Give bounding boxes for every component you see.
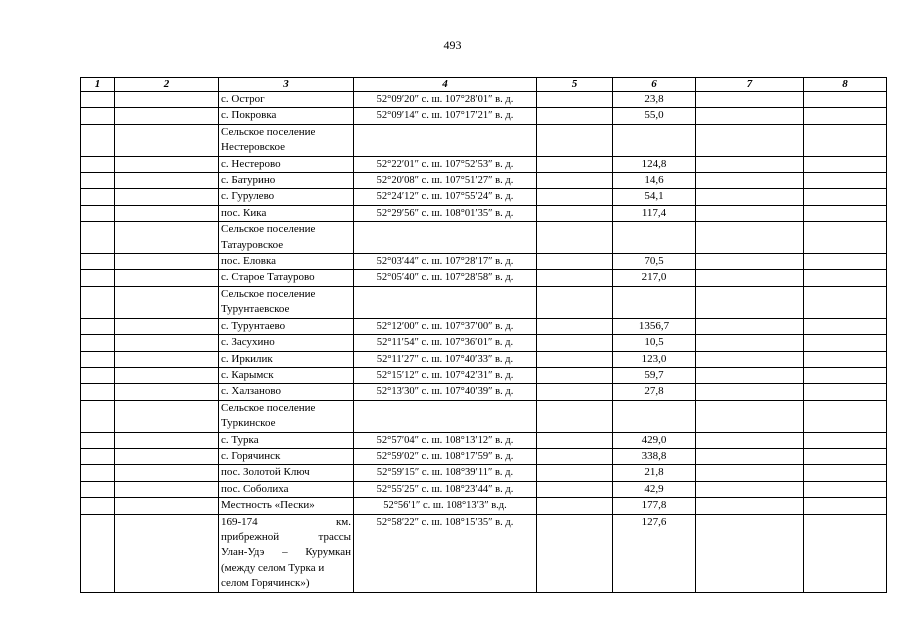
coordinates: 52°05′40″ с. ш. 107°28′58″ в. д. bbox=[354, 270, 537, 286]
cell-col2 bbox=[115, 384, 219, 400]
coordinates: 52°20′08″ с. ш. 107°51′27″ в. д. bbox=[354, 173, 537, 189]
cell-col7 bbox=[696, 432, 804, 448]
settlement-name: с. Иркилик bbox=[219, 351, 354, 367]
value: 429,0 bbox=[613, 432, 696, 448]
coordinates: 52°03′44″ с. ш. 107°28′17″ в. д. bbox=[354, 254, 537, 270]
cell-col1 bbox=[81, 498, 115, 514]
settlement-name: пос. Золотой Ключ bbox=[219, 465, 354, 481]
cell-col2 bbox=[115, 156, 219, 172]
cell-col7 bbox=[696, 335, 804, 351]
table-row bbox=[81, 514, 887, 592]
settlement-name-line: Сельское поселение bbox=[221, 287, 316, 300]
cell-col2 bbox=[115, 514, 219, 592]
cell-col1 bbox=[81, 318, 115, 334]
cell-col5 bbox=[537, 254, 613, 270]
cell-col2 bbox=[115, 286, 219, 318]
settlement-name-line: прибрежной трассы bbox=[221, 530, 351, 543]
header-row bbox=[81, 78, 887, 92]
coordinates bbox=[354, 222, 537, 254]
coordinates: 52°13′30″ с. ш. 107°40′39″ в. д. bbox=[354, 384, 537, 400]
table-row bbox=[81, 286, 887, 318]
table-row bbox=[81, 108, 887, 124]
cell-col2 bbox=[115, 173, 219, 189]
table-row bbox=[81, 432, 887, 448]
cell-col7 bbox=[696, 222, 804, 254]
cell-col1 bbox=[81, 286, 115, 318]
value bbox=[613, 124, 696, 156]
column-header-7: 7 bbox=[696, 78, 804, 92]
coordinates: 52°59′02″ с. ш. 108°17′59″ в. д. bbox=[354, 448, 537, 464]
cell-col1 bbox=[81, 270, 115, 286]
cell-col8 bbox=[804, 448, 887, 464]
cell-col5 bbox=[537, 189, 613, 205]
cell-col2 bbox=[115, 351, 219, 367]
table-row bbox=[81, 351, 887, 367]
cell-col8 bbox=[804, 173, 887, 189]
cell-col5 bbox=[537, 400, 613, 432]
cell-col2 bbox=[115, 270, 219, 286]
cell-col1 bbox=[81, 448, 115, 464]
cell-col1 bbox=[81, 222, 115, 254]
settlement-name bbox=[219, 514, 354, 592]
cell-col2 bbox=[115, 432, 219, 448]
cell-col5 bbox=[537, 124, 613, 156]
settlement-name: пос. Соболиха bbox=[219, 481, 354, 497]
value: 55,0 bbox=[613, 108, 696, 124]
cell-col8 bbox=[804, 189, 887, 205]
cell-col5 bbox=[537, 448, 613, 464]
cell-col7 bbox=[696, 92, 804, 108]
table-row bbox=[81, 156, 887, 172]
cell-col1 bbox=[81, 156, 115, 172]
column-header-2: 2 bbox=[115, 78, 219, 92]
value: 54,1 bbox=[613, 189, 696, 205]
cell-col5 bbox=[537, 351, 613, 367]
settlement-name-line: Нестеровское bbox=[221, 141, 285, 154]
settlement-name: с. Покровка bbox=[219, 108, 354, 124]
settlement-name: с. Карымск bbox=[219, 367, 354, 383]
cell-col2 bbox=[115, 124, 219, 156]
cell-col1 bbox=[81, 367, 115, 383]
coordinates: 52°22′01″ с. ш. 107°52′53″ в. д. bbox=[354, 156, 537, 172]
table-row bbox=[81, 205, 887, 221]
cell-col5 bbox=[537, 92, 613, 108]
value: 1356,7 bbox=[613, 318, 696, 334]
cell-col2 bbox=[115, 448, 219, 464]
settlement-name: с. Горячинск bbox=[219, 448, 354, 464]
column-header-5: 5 bbox=[537, 78, 613, 92]
value: 123,0 bbox=[613, 351, 696, 367]
settlement-name-line: Туркинское bbox=[221, 417, 276, 430]
page-number: 493 bbox=[443, 38, 462, 52]
settlement-name bbox=[219, 286, 354, 318]
coordinates: 52°55′25″ с. ш. 108°23′44″ в. д. bbox=[354, 481, 537, 497]
settlement-name-line: Сельское поселение bbox=[221, 223, 316, 236]
settlement-name: пос. Еловка bbox=[219, 254, 354, 270]
cell-col8 bbox=[804, 92, 887, 108]
cell-col8 bbox=[804, 270, 887, 286]
coordinates: 52°15′12″ с. ш. 107°42′31″ в. д. bbox=[354, 367, 537, 383]
value: 21,8 bbox=[613, 465, 696, 481]
value bbox=[613, 286, 696, 318]
coordinates: 52°29′56″ с. ш. 108°01′35″ в. д. bbox=[354, 205, 537, 221]
cell-col8 bbox=[804, 367, 887, 383]
column-header-3: 3 bbox=[219, 78, 354, 92]
value: 177,8 bbox=[613, 498, 696, 514]
cell-col8 bbox=[804, 108, 887, 124]
cell-col5 bbox=[537, 481, 613, 497]
settlement-name: с. Гурулево bbox=[219, 189, 354, 205]
coordinates: 52°12′00″ с. ш. 107°37′00″ в. д. bbox=[354, 318, 537, 334]
cell-col5 bbox=[537, 270, 613, 286]
coordinates bbox=[354, 400, 537, 432]
coordinates bbox=[354, 124, 537, 156]
value: 117,4 bbox=[613, 205, 696, 221]
cell-col8 bbox=[804, 254, 887, 270]
coordinates: 52°11′27″ с. ш. 107°40′33″ в. д. bbox=[354, 351, 537, 367]
column-header-6: 6 bbox=[613, 78, 696, 92]
value: 59,7 bbox=[613, 367, 696, 383]
cell-col2 bbox=[115, 108, 219, 124]
value bbox=[613, 400, 696, 432]
table-row bbox=[81, 448, 887, 464]
settlement-name-line: Турунтаевское bbox=[221, 303, 290, 316]
table-row bbox=[81, 400, 887, 432]
cell-col2 bbox=[115, 481, 219, 497]
cell-col5 bbox=[537, 318, 613, 334]
table-row bbox=[81, 335, 887, 351]
value: 338,8 bbox=[613, 448, 696, 464]
cell-col1 bbox=[81, 400, 115, 432]
cell-col5 bbox=[537, 432, 613, 448]
cell-col1 bbox=[81, 335, 115, 351]
table-row bbox=[81, 173, 887, 189]
cell-col7 bbox=[696, 318, 804, 334]
value: 127,6 bbox=[613, 514, 696, 592]
cell-col7 bbox=[696, 286, 804, 318]
coordinates: 52°58′22″ с. ш. 108°15′35″ в. д. bbox=[354, 514, 537, 592]
coordinates: 52°57′04″ с. ш. 108°13′12″ в. д. bbox=[354, 432, 537, 448]
cell-col2 bbox=[115, 205, 219, 221]
cell-col7 bbox=[696, 124, 804, 156]
cell-col7 bbox=[696, 254, 804, 270]
coordinates bbox=[354, 286, 537, 318]
settlement-name: с. Острог bbox=[219, 92, 354, 108]
coordinates: 52°09′20″ с. ш. 107°28′01″ в. д. bbox=[354, 92, 537, 108]
cell-col7 bbox=[696, 270, 804, 286]
cell-col2 bbox=[115, 189, 219, 205]
coordinates: 52°09′14″ с. ш. 107°17′21″ в. д. bbox=[354, 108, 537, 124]
cell-col5 bbox=[537, 222, 613, 254]
cell-col1 bbox=[81, 432, 115, 448]
cell-col7 bbox=[696, 108, 804, 124]
table-row bbox=[81, 189, 887, 205]
table-row bbox=[81, 254, 887, 270]
cell-col7 bbox=[696, 384, 804, 400]
settlement-name-line: Сельское поселение bbox=[221, 401, 316, 414]
cell-col1 bbox=[81, 351, 115, 367]
value: 14,6 bbox=[613, 173, 696, 189]
cell-col8 bbox=[804, 335, 887, 351]
table-row bbox=[81, 367, 887, 383]
cell-col5 bbox=[537, 108, 613, 124]
value: 10,5 bbox=[613, 335, 696, 351]
cell-col2 bbox=[115, 367, 219, 383]
cell-col5 bbox=[537, 156, 613, 172]
cell-col7 bbox=[696, 514, 804, 592]
cell-col7 bbox=[696, 465, 804, 481]
cell-col5 bbox=[537, 514, 613, 592]
cell-col7 bbox=[696, 400, 804, 432]
settlement-name bbox=[219, 222, 354, 254]
value: 217,0 bbox=[613, 270, 696, 286]
cell-col1 bbox=[81, 205, 115, 221]
cell-col1 bbox=[81, 254, 115, 270]
table-row bbox=[81, 124, 887, 156]
cell-col7 bbox=[696, 156, 804, 172]
cell-col1 bbox=[81, 514, 115, 592]
table-row bbox=[81, 92, 887, 108]
cell-col1 bbox=[81, 465, 115, 481]
value: 27,8 bbox=[613, 384, 696, 400]
cell-col8 bbox=[804, 432, 887, 448]
cell-col2 bbox=[115, 335, 219, 351]
column-header-8: 8 bbox=[804, 78, 887, 92]
cell-col8 bbox=[804, 465, 887, 481]
settlement-name: с. Нестерово bbox=[219, 156, 354, 172]
value: 124,8 bbox=[613, 156, 696, 172]
settlement-name-line: (между селом Турка и bbox=[221, 561, 325, 574]
cell-col8 bbox=[804, 514, 887, 592]
table-row bbox=[81, 465, 887, 481]
cell-col8 bbox=[804, 222, 887, 254]
settlement-name: с. Турунтаево bbox=[219, 318, 354, 334]
cell-col2 bbox=[115, 318, 219, 334]
table-row bbox=[81, 498, 887, 514]
settlement-name: пос. Кика bbox=[219, 205, 354, 221]
cell-col5 bbox=[537, 205, 613, 221]
cell-col8 bbox=[804, 400, 887, 432]
cell-col5 bbox=[537, 465, 613, 481]
settlement-name: с. Засухино bbox=[219, 335, 354, 351]
cell-col2 bbox=[115, 465, 219, 481]
cell-col1 bbox=[81, 384, 115, 400]
coordinates: 52°59′15″ с. ш. 108°39′11″ в. д. bbox=[354, 465, 537, 481]
settlement-name bbox=[219, 124, 354, 156]
coordinates: 52°11′54″ с. ш. 107°36′01″ в. д. bbox=[354, 335, 537, 351]
value bbox=[613, 222, 696, 254]
settlement-name-line: селом Горячинск») bbox=[221, 577, 310, 590]
cell-col1 bbox=[81, 173, 115, 189]
settlement-name-line: 169-174 км. bbox=[221, 515, 351, 528]
settlement-name-line: Улан-Удэ – Курумкан bbox=[221, 546, 351, 559]
cell-col5 bbox=[537, 384, 613, 400]
coordinates: 52°24′12″ с. ш. 107°55′24″ в. д. bbox=[354, 189, 537, 205]
cell-col5 bbox=[537, 173, 613, 189]
cell-col5 bbox=[537, 498, 613, 514]
cell-col2 bbox=[115, 400, 219, 432]
cell-col1 bbox=[81, 189, 115, 205]
cell-col8 bbox=[804, 156, 887, 172]
cell-col5 bbox=[537, 335, 613, 351]
settlement-name: Местность «Пески» bbox=[219, 498, 354, 514]
cell-col7 bbox=[696, 481, 804, 497]
value: 70,5 bbox=[613, 254, 696, 270]
settlement-name: с. Старое Татаурово bbox=[219, 270, 354, 286]
cell-col7 bbox=[696, 498, 804, 514]
cell-col1 bbox=[81, 108, 115, 124]
cell-col2 bbox=[115, 498, 219, 514]
table-row bbox=[81, 318, 887, 334]
cell-col8 bbox=[804, 205, 887, 221]
table-row bbox=[81, 222, 887, 254]
settlement-name-line: Сельское поселение bbox=[221, 125, 316, 138]
column-header-4: 4 bbox=[354, 78, 537, 92]
cell-col7 bbox=[696, 205, 804, 221]
cell-col1 bbox=[81, 481, 115, 497]
settlements-table bbox=[80, 77, 887, 593]
value: 23,8 bbox=[613, 92, 696, 108]
table-row bbox=[81, 481, 887, 497]
settlement-name: с. Халзаново bbox=[219, 384, 354, 400]
table-row bbox=[81, 384, 887, 400]
table-row bbox=[81, 270, 887, 286]
cell-col7 bbox=[696, 351, 804, 367]
settlement-name: с. Турка bbox=[219, 432, 354, 448]
cell-col7 bbox=[696, 448, 804, 464]
settlement-name-line: Татауровское bbox=[221, 238, 284, 251]
cell-col1 bbox=[81, 92, 115, 108]
settlement-name bbox=[219, 400, 354, 432]
value: 42,9 bbox=[613, 481, 696, 497]
column-header-1: 1 bbox=[81, 78, 115, 92]
cell-col8 bbox=[804, 481, 887, 497]
cell-col8 bbox=[804, 498, 887, 514]
cell-col8 bbox=[804, 384, 887, 400]
cell-col5 bbox=[537, 286, 613, 318]
cell-col7 bbox=[696, 367, 804, 383]
cell-col8 bbox=[804, 124, 887, 156]
cell-col7 bbox=[696, 173, 804, 189]
cell-col8 bbox=[804, 318, 887, 334]
cell-col2 bbox=[115, 254, 219, 270]
cell-col7 bbox=[696, 189, 804, 205]
cell-col1 bbox=[81, 124, 115, 156]
cell-col5 bbox=[537, 367, 613, 383]
settlement-name: с. Батурино bbox=[219, 173, 354, 189]
coordinates: 52°56′1″ с. ш. 108°13′3″ в.д. bbox=[354, 498, 537, 514]
cell-col8 bbox=[804, 351, 887, 367]
cell-col2 bbox=[115, 92, 219, 108]
cell-col8 bbox=[804, 286, 887, 318]
cell-col2 bbox=[115, 222, 219, 254]
